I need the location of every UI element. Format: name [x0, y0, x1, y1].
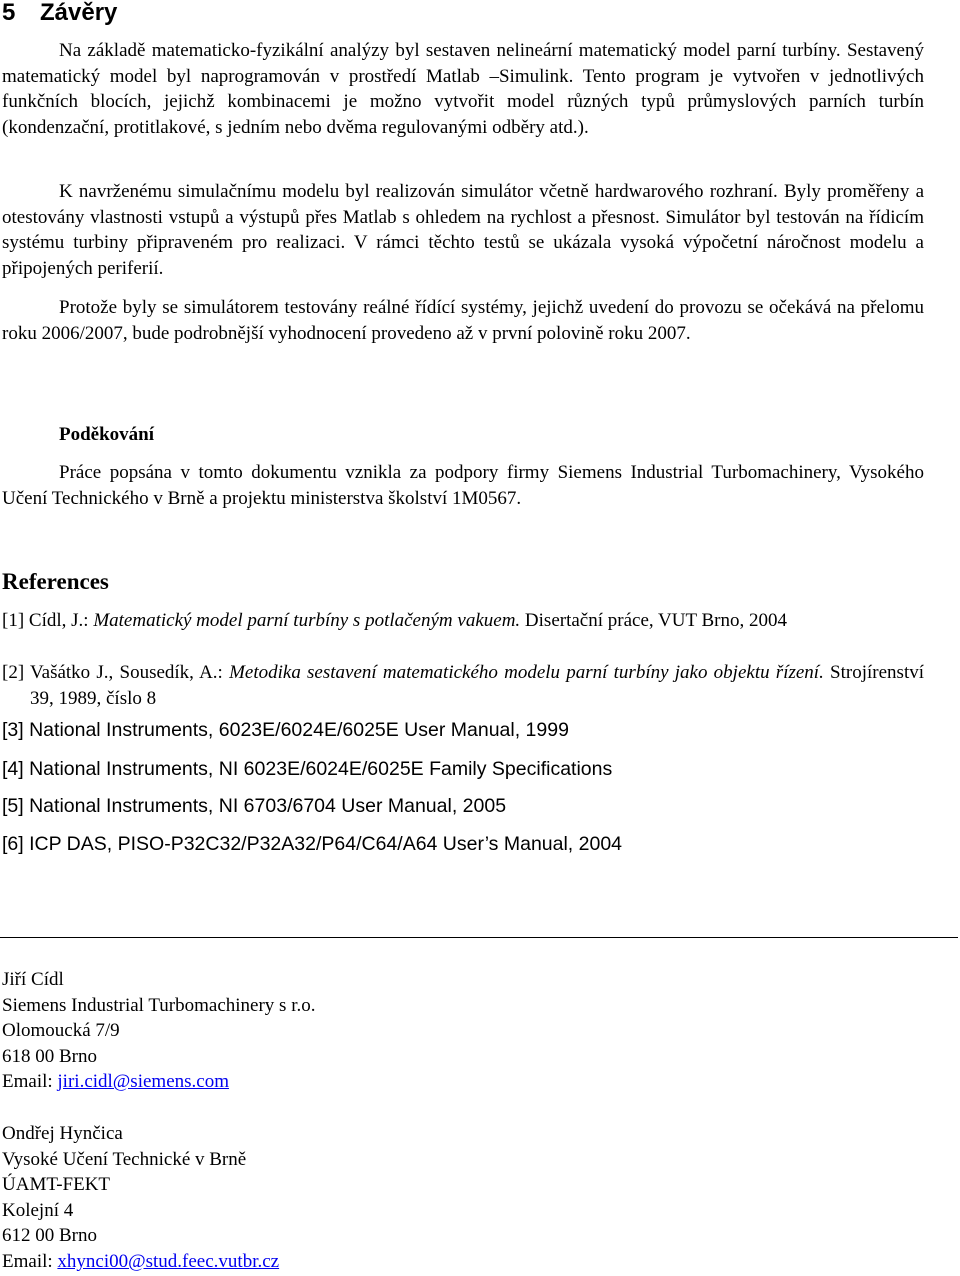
- conclusion-paragraph-3: Protože byly se simulátorem testovány reálné řídící systémy, jejichž uvedení do provozu se očekává na přelomu roku 2006/2007, bude podrobnější vyhodnocení provedeno až v první polovině roku 2007.: [2, 297, 924, 344]
- email-label: Email:: [2, 1071, 58, 1093]
- references-heading: References: [2, 569, 109, 594]
- reference-item: [5] National Instruments, NI 6703/6704 User Manual, 2005: [2, 795, 507, 817]
- reference-item: [3] National Instruments, 6023E/6024E/6025E User Manual, 1999: [2, 719, 569, 741]
- reference-label: [1] Cídl, J.:: [2, 610, 94, 631]
- reference-title: Metodika sestavení matematického modelu parní turbíny jako objektu řízení.: [229, 662, 824, 683]
- author-block: [2, 967, 315, 1095]
- author-address-line: 612 00 Brno: [2, 1225, 97, 1247]
- author-name: Jiří Cídl: [2, 969, 64, 990]
- reference-details: Disertační práce, VUT Brno, 2004: [520, 610, 787, 631]
- author-address-line: Kolejní 4: [2, 1199, 74, 1221]
- reference-item: [2, 660, 924, 712]
- author-email-row: [2, 1249, 279, 1275]
- acknowledgement-heading: Poděkování: [59, 424, 155, 445]
- author-address-line: ÚAMT-FEKT: [2, 1174, 111, 1196]
- email-label: Email:: [2, 1250, 58, 1272]
- author-address-line: 618 00 Brno: [2, 1045, 97, 1067]
- reference-item: [4] National Instruments, NI 6023E/6024E/6025E Family Specifications: [2, 758, 613, 780]
- author-name: Ondřej Hynčica: [2, 1123, 123, 1144]
- author-email-row: [2, 1069, 315, 1095]
- reference-label: [2] Vašátko J., Sousedík, A.:: [2, 662, 230, 683]
- reference-item: [2, 608, 924, 634]
- author-address-line: Siemens Industrial Turbomachinery s r.o.: [2, 994, 316, 1016]
- acknowledgement-text: Práce popsána v tomto dokumentu vznikla za podpory firmy Siemens Industrial Turbomachinery, Vysokého Učení Technického v Brně a projektu ministerstva školství 1M0567.: [2, 462, 924, 509]
- footer-divider: [0, 937, 958, 938]
- reference-item: [6] ICP DAS, PISO-P32C32/P32A32/P64/C64/A64 User’s Manual, 2004: [2, 833, 623, 855]
- reference-details: Strojírenství 39, 1989, číslo 8: [30, 662, 925, 709]
- section-title: Závěry: [40, 0, 118, 26]
- author-address-line: Vysoké Učení Technické v Brně: [2, 1148, 247, 1170]
- email-link[interactable]: jiri.cidl@siemens.com: [57, 1071, 229, 1093]
- section-heading: [2, 0, 117, 28]
- conclusion-paragraph-1: Na základě matematicko-fyzikální analýzy byl sestaven nelineární matematický model parní turbíny. Sestavený matematický model byl naprogramován v prostředí Matlab –Simulink. Tento program je vytvořen v jednotlivých funkčních blocích, jejichž kombinacemi je možno vytvořit model různých typů průmyslových parních turbín (kondenzační, protitlakové, s jedním nebo dvěma regulovanými odběry atd.).: [2, 40, 924, 138]
- author-address-line: Olomoucká 7/9: [2, 1020, 120, 1042]
- reference-title: Matematický model parní turbíny s potlačeným vakuem.: [93, 610, 521, 631]
- conclusion-paragraph-2: K navrženému simulačnímu modelu byl realizován simulátor včetně hardwarového rozhraní. Byly proměřeny a otestovány vlastnosti vstupů a výstupů přes Matlab s ohledem na rychlost a přesnost. Simulátor byl testován na řídicím systému turbiny připraveném pro realizaci. V rámci těchto testů se ukázala vysoká výpočetní náročnost modelu a připojených periferií.: [2, 181, 924, 279]
- email-link[interactable]: xhynci00@stud.feec.vutbr.cz: [57, 1250, 280, 1272]
- section-number: 5: [2, 0, 16, 26]
- author-block: [2, 1121, 279, 1275]
